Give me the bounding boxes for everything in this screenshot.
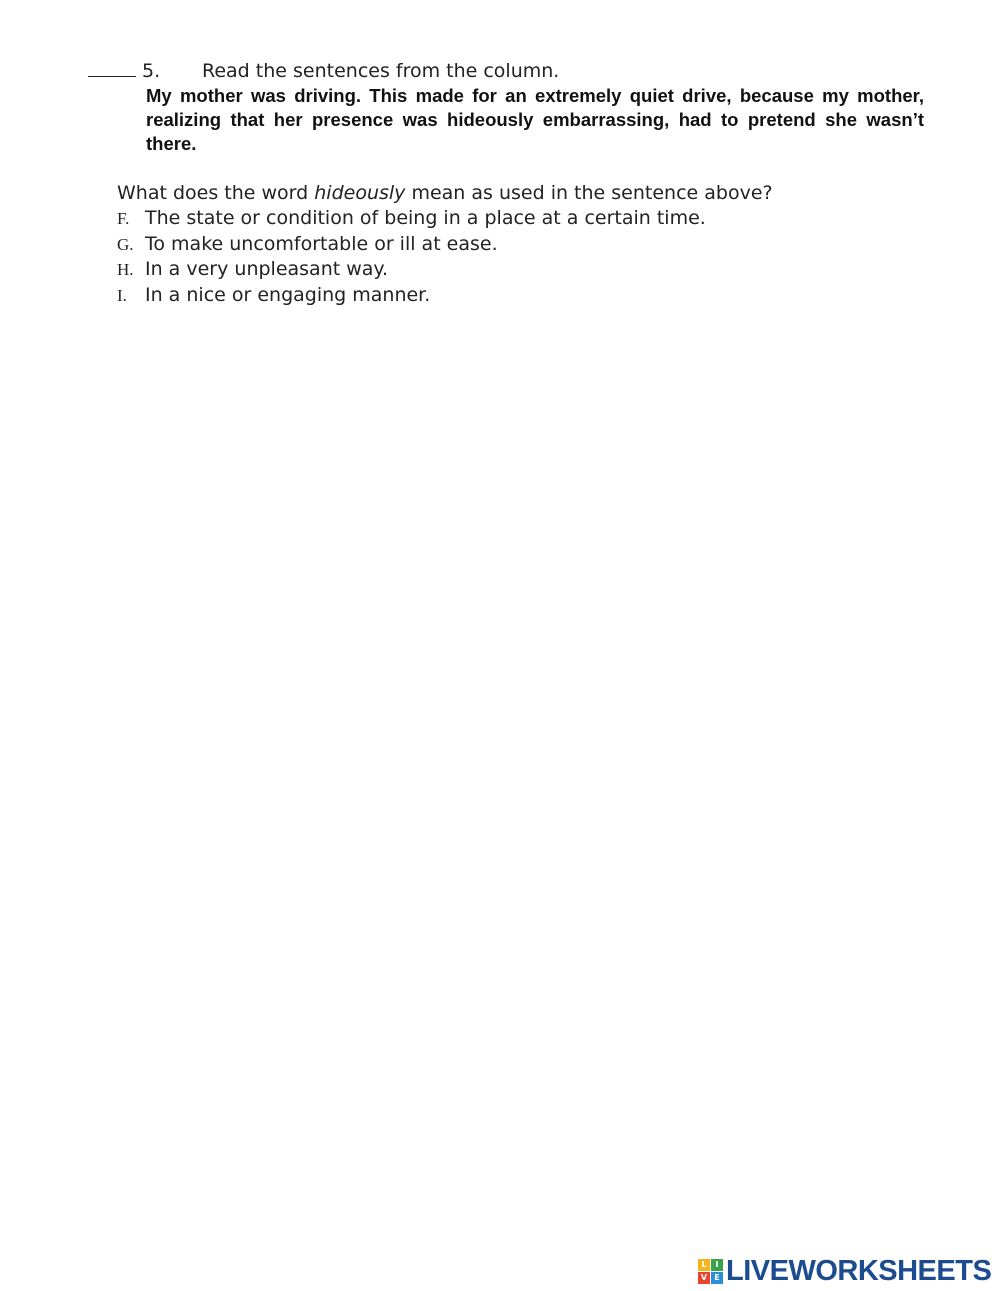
option-text: In a very unpleasant way. [145, 258, 388, 280]
reading-passage: My mother was driving. This made for an extremely quiet drive, because my mother, realizing that her presence was hideously embarrassing, had to pretend she wasn’t there. [146, 85, 924, 154]
prompt-before: What does the word [117, 182, 315, 204]
question-number: 5. [142, 60, 161, 82]
answer-option-f[interactable] [117, 206, 706, 232]
answer-option-i[interactable] [117, 283, 706, 309]
logo-mark-icon [698, 1259, 723, 1284]
liveworksheets-logo [698, 1256, 991, 1286]
option-text: The state or condition of being in a place at a certain time. [145, 207, 706, 229]
logo-mark-e: E [711, 1272, 723, 1284]
logo-mark-l: L [698, 1259, 710, 1271]
option-letter: H. [117, 260, 134, 279]
option-text: In a nice or engaging manner. [145, 283, 431, 306]
option-letter: I. [117, 285, 127, 305]
answer-option-g[interactable] [117, 232, 706, 258]
answer-blank[interactable] [88, 59, 136, 77]
question-header [88, 58, 559, 84]
prompt-after: mean as used in the sentence above? [405, 182, 773, 204]
option-letter: F. [117, 209, 130, 228]
logo-mark-v: V [698, 1272, 710, 1284]
answer-option-h[interactable] [117, 257, 706, 283]
answer-options [117, 206, 706, 308]
option-text: To make uncomfortable or ill at ease. [145, 232, 498, 255]
logo-mark-i: I [711, 1259, 723, 1271]
option-letter: G. [117, 234, 134, 254]
question-prompt [117, 180, 773, 206]
question-instruction: Read the sentences from the column. [202, 60, 560, 82]
prompt-word: hideously [314, 182, 406, 204]
logo-text: LIVEWORKSHEETS [726, 1255, 992, 1287]
